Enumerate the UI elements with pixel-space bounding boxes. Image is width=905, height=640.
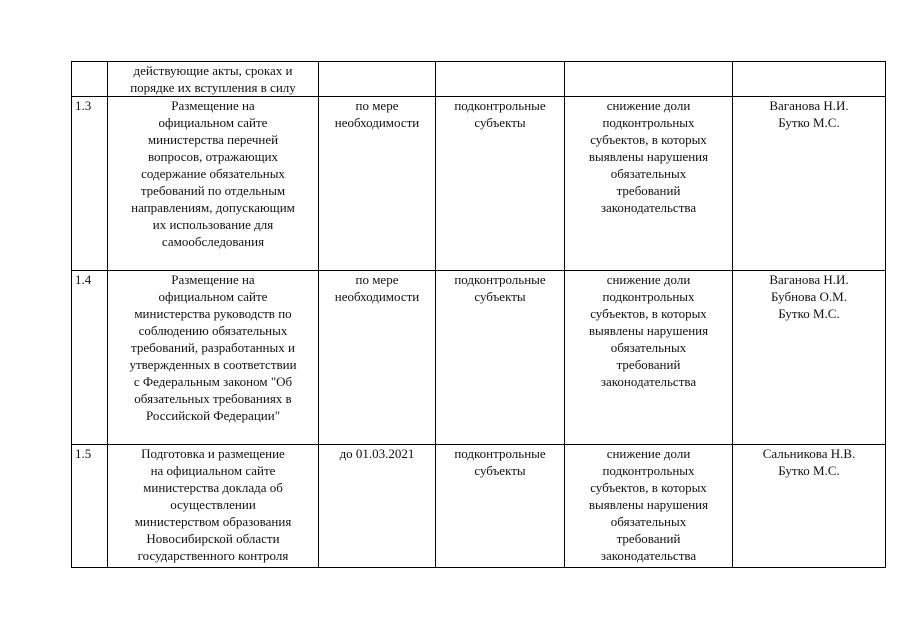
row-number: 1.5 bbox=[72, 445, 108, 568]
event-term: до 01.03.2021 bbox=[319, 445, 436, 568]
event-subjects: подконтрольные субъекты bbox=[436, 97, 565, 271]
measures-table bbox=[71, 61, 886, 568]
expected-result: снижение доли подконтрольных субъектов, в которых выявлены нарушения обязательных требований законодательства bbox=[565, 97, 733, 271]
expected-result: снижение доли подконтрольных субъектов, в которых выявлены нарушения обязательных требований законодательства bbox=[565, 271, 733, 445]
event-subjects: подконтрольные субъекты bbox=[436, 445, 565, 568]
table-row bbox=[72, 271, 886, 445]
table-row bbox=[72, 62, 886, 97]
event-term: по мере необходимости bbox=[319, 271, 436, 445]
responsible-persons: Ваганова Н.И. Бутко М.С. bbox=[733, 97, 886, 271]
event-term bbox=[319, 62, 436, 97]
event-term: по мере необходимости bbox=[319, 97, 436, 271]
expected-result: снижение доли подконтрольных субъектов, в которых выявлены нарушения обязательных требований законодательства bbox=[565, 445, 733, 568]
event-description: Размещение на официальном сайте министерства перечней вопросов, отражающих содержание обязательных требований по отдельным направлениям, допускающим их использование для самообследования bbox=[108, 97, 319, 271]
row-number: 1.3 bbox=[72, 97, 108, 271]
table-row bbox=[72, 445, 886, 568]
expected-result bbox=[565, 62, 733, 97]
responsible-persons: Ваганова Н.И. Бубнова О.М. Бутко М.С. bbox=[733, 271, 886, 445]
row-number bbox=[72, 62, 108, 97]
table-row bbox=[72, 97, 886, 271]
event-subjects bbox=[436, 62, 565, 97]
event-subjects: подконтрольные субъекты bbox=[436, 271, 565, 445]
event-description: Размещение на официальном сайте министерства руководств по соблюдению обязательных требований, разработанных и утвержденных в соответствии с Федеральным законом "Об обязательных требованиях в Российской Федерации" bbox=[108, 271, 319, 445]
responsible-persons bbox=[733, 62, 886, 97]
row-number: 1.4 bbox=[72, 271, 108, 445]
responsible-persons: Сальникова Н.В. Бутко М.С. bbox=[733, 445, 886, 568]
event-description: действующие акты, сроках и порядке их вступления в силу bbox=[108, 62, 319, 97]
event-description: Подготовка и размещение на официальном сайте министерства доклада об осуществлении министерством образования Новосибирской области государственного контроля bbox=[108, 445, 319, 568]
